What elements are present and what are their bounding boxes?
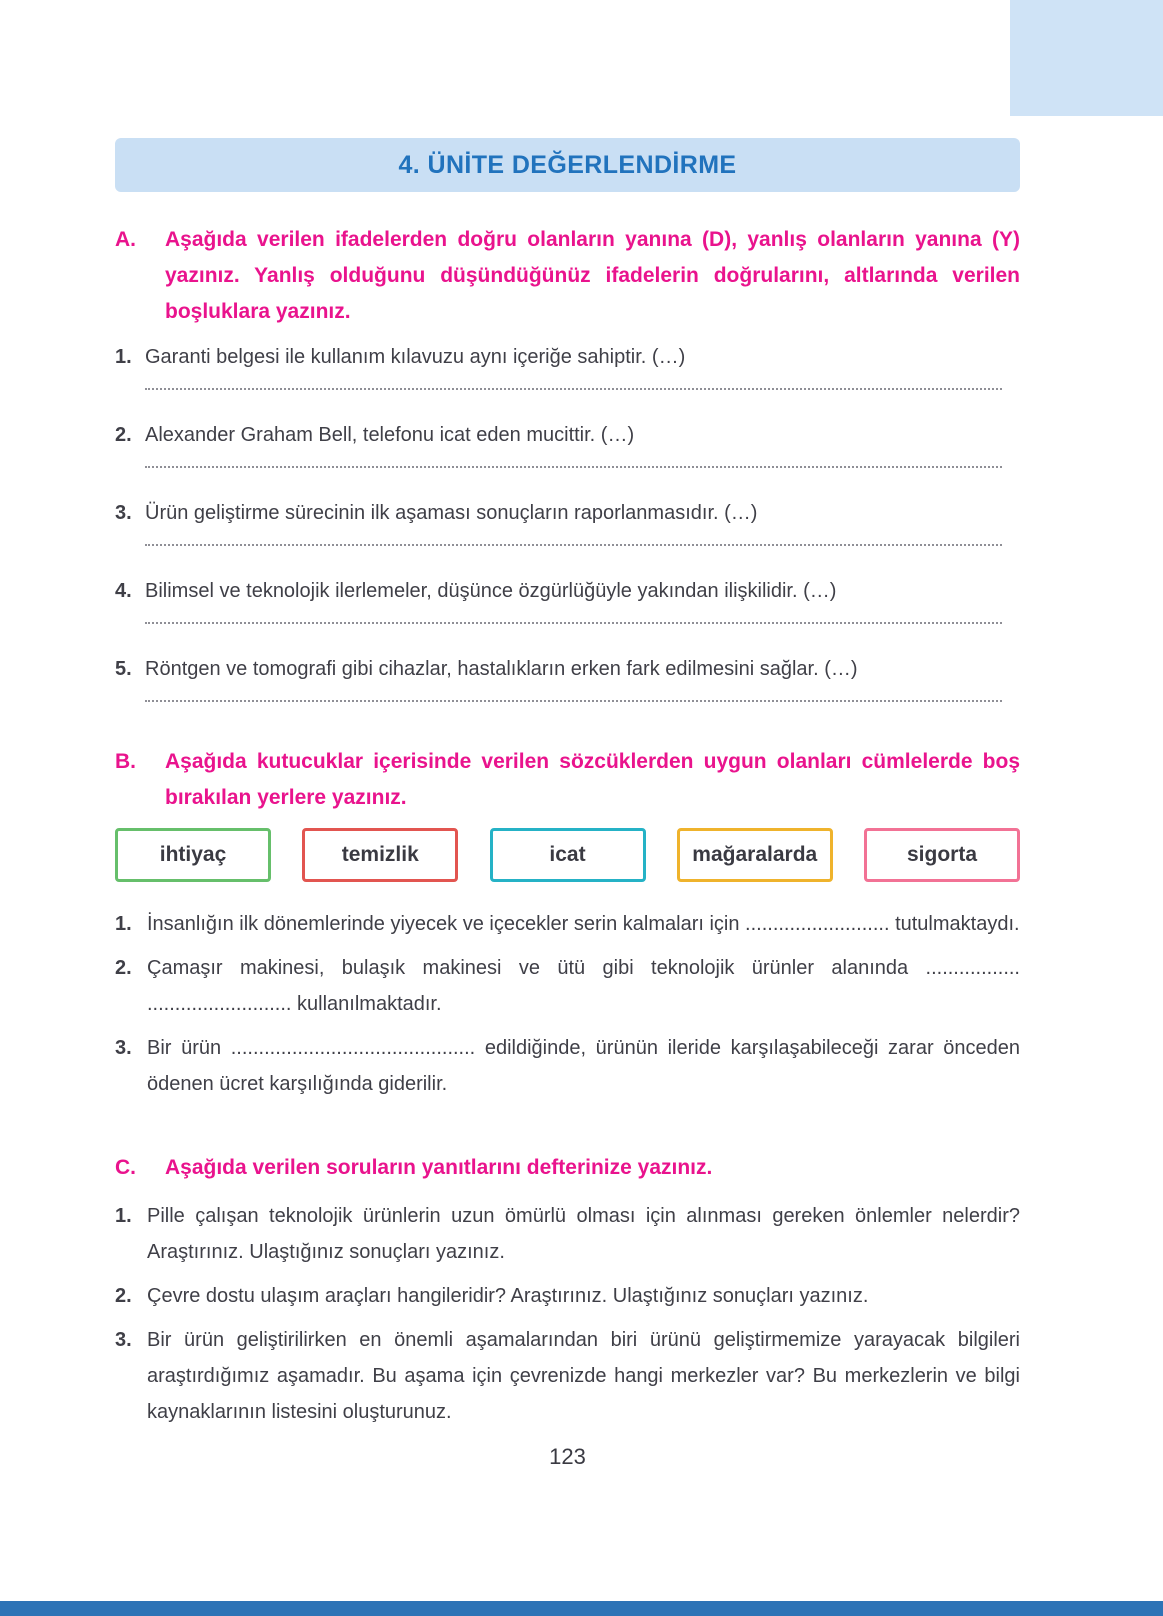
item-number: 3.	[115, 1329, 132, 1351]
item-number: 3.	[115, 502, 132, 524]
answer-line	[145, 450, 1002, 468]
section-b-instruction	[115, 744, 1020, 816]
answer-line	[145, 372, 1002, 390]
answer-line	[145, 606, 1002, 624]
question-item-2	[115, 1278, 1020, 1314]
statement-item-4	[115, 576, 1020, 624]
word-box-temizlik	[302, 828, 458, 882]
word-box-ihtiyac	[115, 828, 271, 882]
page-content	[115, 138, 1020, 1470]
word-box-label: sigorta	[906, 843, 977, 866]
word-box-label: ihtiyaç	[159, 843, 227, 866]
page-number: 123	[549, 1444, 586, 1469]
section-c-instruction-text: Aşağıda verilen soruların yanıtlarını defterinize yazınız.	[165, 1156, 713, 1179]
item-text: Çevre dostu ulaşım araçları hangileridir? Araştırınız. Ulaştığınız sonuçları yazınız.	[147, 1285, 869, 1307]
section-b-instruction-text: Aşağıda kutucuklar içerisinde verilen sözcüklerden uygun olanları cümlelerde boş bırakılan yerlere yazınız.	[165, 750, 1020, 809]
word-box-sigorta	[864, 828, 1020, 882]
section-a-items	[115, 342, 1020, 702]
item-number: 2.	[115, 1285, 132, 1307]
statement-item-2	[115, 420, 1020, 468]
question-item-1	[115, 1198, 1020, 1270]
item-text: Alexander Graham Bell, telefonu icat eden mucittir. (…)	[145, 424, 635, 446]
item-text: İnsanlığın ilk dönemlerinde yiyecek ve içecekler serin kalmaları için .......................... tutulmaktaydı.	[147, 913, 1020, 935]
section-c-items	[115, 1198, 1020, 1430]
word-box-label: icat	[549, 843, 586, 866]
fill-blank-item-3	[115, 1030, 1020, 1102]
fill-blank-item-2	[115, 950, 1020, 1022]
word-box-label: temizlik	[341, 843, 419, 866]
statement-item-5	[115, 654, 1020, 702]
corner-decoration	[1010, 0, 1163, 116]
question-item-3	[115, 1322, 1020, 1430]
statement-item-3	[115, 498, 1020, 546]
fill-blank-item-1	[115, 906, 1020, 942]
item-text: Bilimsel ve teknolojik ilerlemeler, düşünce özgürlüğüyle yakından ilişkilidir. (…)	[145, 580, 837, 602]
footer-decoration-bar	[0, 1601, 1163, 1616]
word-box-row	[115, 828, 1020, 882]
item-text: Bir ürün ............................................ edildiğinde, ürünün ileride karşılaşabileceği zarar önceden ödenen ücret karşılığında giderilir.	[147, 1037, 1020, 1095]
item-number: 3.	[115, 1037, 132, 1059]
item-number: 1.	[115, 346, 132, 368]
item-number: 2.	[115, 424, 132, 446]
section-b-label: B.	[115, 750, 136, 773]
word-box-label: mağaralarda	[692, 843, 818, 866]
unit-header-band	[115, 138, 1020, 192]
item-text: Çamaşır makinesi, bulaşık makinesi ve ütü gibi teknolojik ürünler alanında ................. .......................... kullanılmaktadır.	[147, 957, 1020, 1015]
item-number: 1.	[115, 913, 132, 935]
item-text: Garanti belgesi ile kullanım kılavuzu aynı içeriğe sahiptir. (…)	[145, 346, 686, 368]
word-box-icat	[490, 828, 646, 882]
page-title: 4. ÜNİTE DEĞERLENDİRME	[398, 150, 737, 179]
section-b-items	[115, 906, 1020, 1102]
section-a-instruction-text: Aşağıda verilen ifadelerden doğru olanların yanına (D), yanlış olanların yanına (Y) yazınız. Yanlış olduğunu düşündüğünüz ifadelerin doğrularını, altlarında verilen boşluklara yazınız.	[165, 228, 1020, 323]
section-c-label: C.	[115, 1156, 136, 1179]
item-number: 2.	[115, 957, 132, 979]
item-text: Röntgen ve tomografi gibi cihazlar, hastalıkların erken fark edilmesini sağlar. (…)	[145, 658, 858, 680]
section-a-instruction	[115, 222, 1020, 330]
section-c-instruction	[115, 1150, 1020, 1186]
item-number: 5.	[115, 658, 132, 680]
section-a-label: A.	[115, 228, 136, 251]
item-number: 4.	[115, 580, 132, 602]
answer-line	[145, 684, 1002, 702]
item-number: 1.	[115, 1205, 132, 1227]
item-text: Ürün geliştirme sürecinin ilk aşaması sonuçların raporlanmasıdır. (…)	[145, 502, 758, 524]
word-box-magaralarda	[677, 828, 833, 882]
item-text: Pille çalışan teknolojik ürünlerin uzun ömürlü olması için alınması gereken önlemler nelerdir? Araştırınız. Ulaştığınız sonuçları yazınız.	[147, 1205, 1020, 1263]
statement-item-1	[115, 342, 1020, 390]
item-text: Bir ürün geliştirilirken en önemli aşamalarından biri ürünü geliştirmemize yarayacak bilgileri araştırdığımız aşamadır. Bu aşama için çevrenizde hangi merkezler var? Bu merkezlerin ve bilgi kaynaklarının listesini oluşturunuz.	[147, 1329, 1020, 1423]
answer-line	[145, 528, 1002, 546]
